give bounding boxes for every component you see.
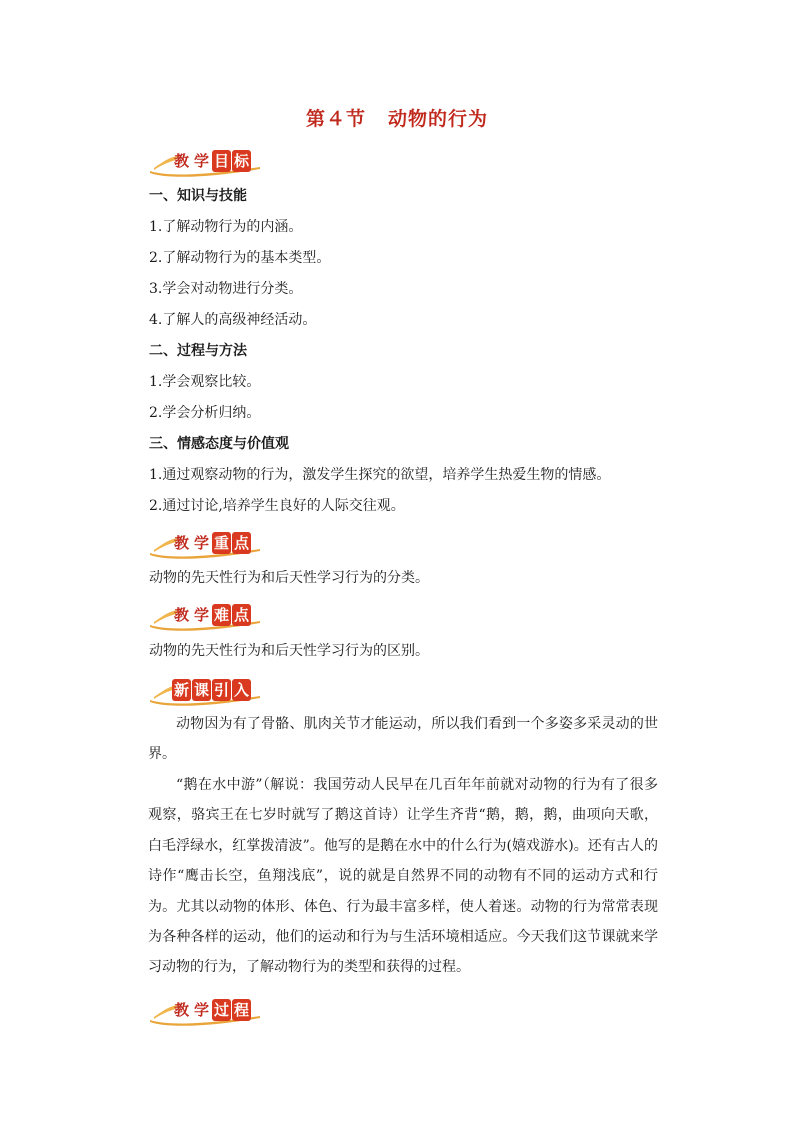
section-number: 第４节 — [305, 108, 366, 130]
badge-char: 新 — [174, 681, 190, 699]
keypoints-badge — [148, 529, 268, 559]
objective-item: 2.了解动物行为的基本类型。 — [149, 250, 331, 266]
difficulty-badge — [148, 601, 268, 631]
heading-attitude: 三、情感态度与价值观 — [149, 436, 289, 452]
objective-item: 2.通过讨论,培养学生良好的人际交往观。 — [149, 498, 405, 514]
badge-char: 学 — [194, 534, 210, 552]
intro-badge — [148, 676, 268, 706]
badge-char: 学 — [194, 152, 210, 170]
badge-char: 标 — [234, 152, 250, 170]
badge-char: 过 — [214, 1001, 230, 1019]
badge-char: 教 — [174, 606, 190, 624]
objective-item: 1.通过观察动物的行为，激发学生探究的欲望，培养学生热爱生物的情感。 — [149, 467, 611, 483]
difficulty-text: 动物的先天性行为和后天性学习行为的区别。 — [149, 643, 429, 659]
badge-char: 难 — [214, 606, 230, 624]
badge-char: 引 — [214, 681, 230, 699]
badge-char: 课 — [194, 681, 210, 699]
badge-char: 学 — [194, 1001, 210, 1019]
badge-char: 重 — [214, 534, 230, 552]
objective-item: 1.了解动物行为的内涵。 — [149, 219, 303, 235]
badge-char: 教 — [174, 1001, 190, 1019]
badge-char: 点 — [234, 534, 250, 552]
objective-item: 1.学会观察比较。 — [149, 374, 261, 390]
objective-item: 3.学会对动物进行分类。 — [149, 281, 303, 297]
keypoints-text: 动物的先天性行为和后天性学习行为的分类。 — [149, 570, 429, 586]
objective-item: 2.学会分析归纳。 — [149, 405, 261, 421]
badge-char: 学 — [194, 606, 210, 624]
process-badge — [148, 996, 268, 1026]
page-title — [0, 104, 794, 131]
intro-paragraph: 动物因为有了骨骼、肌肉关节才能运动，所以我们看到一个多姿多采灵动的世界。 — [148, 716, 658, 763]
heading-knowledge: 一、知识与技能 — [149, 188, 247, 204]
section-name: 动物的行为 — [388, 108, 489, 130]
badge-char: 点 — [234, 606, 250, 624]
badge-char: 教 — [174, 534, 190, 552]
badge-char: 入 — [234, 681, 250, 699]
objective-item: 4.了解人的高级神经活动。 — [149, 312, 317, 328]
heading-process: 二、过程与方法 — [149, 343, 247, 359]
badge-char: 程 — [234, 1001, 250, 1019]
badge-char: 目 — [214, 152, 230, 170]
badge-char: 教 — [174, 152, 190, 170]
intro-paragraph: “鹅在水中游”（解说：我国劳动人民早在几百年年前就对动物的行为有了很多观察，骆宾王在七岁时就写了鹅这首诗）让学生齐背“鹅，鹅，鹅，曲项向天歌，白毛浮绿水，红掌拨清波”。他写的是鹅在水中的什么行为(嬉戏游水)。还有古人的诗作“鹰击长空，鱼翔浅底”，说的就是自然界不同的动物有不同的运动方式和行为。尤其以动物的体形、体色、行为最丰富多样，使人着迷。动物的行为常常表现为各种各样的运动，他们的运动和行为与生活环境相适应。今天我们这节课就来学习动物的行为，了解动物行为的类型和获得的过程。 — [148, 777, 658, 976]
objectives-badge — [148, 147, 268, 177]
